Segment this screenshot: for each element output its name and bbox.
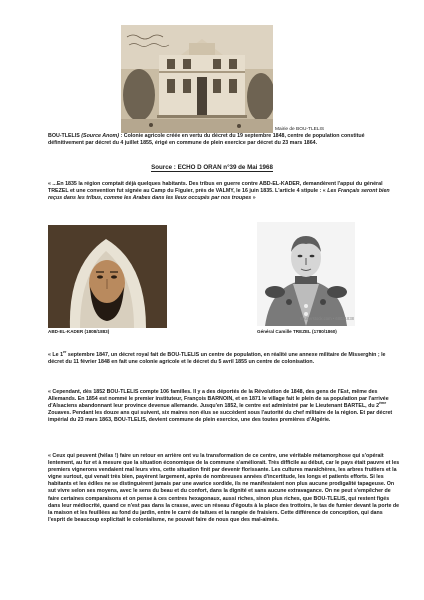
paragraph-4-text: « Ceux qui peuvent (hélas !) faire un retour en arrière ont vu la transformation de ce centre, une véritable métamorphose qui s'opérait lentement, au fur et à mesure que la situation économique de la commune s'améliorait. Très difficile au début, car le pays était pauvre et les premiers vignerons vendaient mal leurs vins, cette situation finit par devenir florissante. Les cultures maraîchères, les arbres fruitiers et la vigne surtout, qui venait très bien, payèrent largement, après de nombreuses années d'incertitude, les longs et patients efforts. Si les habitants et les édiles ne se distinguèrent jamais par une avarice sordide, ils ne manifestaient non plus aucune prodigalité tapageuse. On sut vivre selon ses moyens, avec le sens du beau et du confort, dans la dignité et sans aucune extravagance. On ne peut s'empêcher de faire certaines comparaisons et on pense à ces centres hexagonaux, aussi riches, sinon plus riches, que BOU-TLELIS, qui restent figés dans leur médiocrité, quand ce n'est pas dans la crasse, avec un réseau d'égouts à la place des trottoirs, le tas de fumier devant la porte de la maison et les feuillées au fond du jardin, entre le carré de taitues et la rangée de fraisiers. Cette différence de conception, qui dans l'esprit de beaucoup explicitait le colonialisme, ne pouvait faire de nous que des mal-aimés.	[48, 453, 400, 523]
watermark-text: shutterstock.com • 68031838	[299, 316, 354, 321]
paragraph-2-text: septembre 1847, un décret royal fait de BOU-TLELIS un centre de population, en réalité une annexe militaire de Misserghin ; le décret du 11 février 1848 en fait une colonie agricole et le décret du 5 avril 1855 un centre de colonisation.	[48, 352, 386, 366]
paragraph-4	[48, 453, 400, 524]
intro-paragraph	[48, 133, 400, 147]
abdel-kader-caption: ABD-EL-KADER (1808/1883)	[48, 329, 110, 334]
paragraph-1-end: »	[251, 195, 256, 202]
paragraph-3-text-1: « Cependant, dès 1852 BOU-TLELIS compte 106 familles. Il y a des déportés de la Révolution de 1848, des gens de l'Est, même des Allemands. En 1854 est nommé le premier instituteur, François BARNOIN, et en 1871 le village fait le plein de sa population par l'arrivée d'Alsaciens abandonnant leur province devenue allemande. Jusqu'en 1852, le centre est administré par le Lieutenant BARTEL, du 2	[48, 389, 389, 410]
paragraph-2-sup: er	[63, 350, 67, 355]
abdel-kader-portrait	[48, 225, 167, 328]
paragraph-1	[48, 181, 400, 202]
trezel-portrait	[257, 222, 355, 326]
trezel-caption: Général Camille TREZEL (1780/1860)	[257, 329, 337, 334]
paragraph-3-text-2: Zouaves. Pendant les douze ans qui suivent, six maires non élus se succèdent sous l'autorité du chef militaire de la région. Et par décret impérial du 23 mars 1863, BOU-TLELIS, devient commune de plein exercice, une des toutes premières d'Algérie.	[48, 410, 393, 424]
abdel-kader-portrait-image	[48, 225, 167, 328]
intro-source-note: (Source Anom)	[81, 133, 120, 139]
paragraph-2	[48, 352, 400, 366]
paragraph-2-start: « Le 1	[48, 352, 64, 358]
paragraph-3-sup: ème	[379, 401, 387, 406]
source-line	[0, 164, 424, 171]
mairie-photo-image	[121, 25, 273, 133]
intro-text: : Colonie agricole créée en vertu du décret du 19 septembre 1848, centre de population constitué définitivement par décret du 4 juillet 1855, érigé en commune de plein exercice par décret du 23 mars 1864.	[48, 133, 365, 147]
trezel-portrait-image	[257, 222, 355, 326]
paragraph-3	[48, 389, 400, 424]
mairie-caption: Mairie de BOU-TLELIS	[275, 127, 325, 132]
intro-town-name: BOU-TLELIS	[48, 133, 80, 139]
source-text: Source : ECHO D ORAN n°39 de Mai 1968	[151, 164, 273, 171]
paragraph-1-text: « ...En 1835 la région comptait déjà quelques habitants. Des tribus en guerre contre ABD-EL-KADER, demandèrent l'appui du général TREZEL et une convention fut signée au Camp du Figuier, près de VALMY, le 16 juin 1835. L'article 4 stipule : «	[48, 181, 383, 195]
mairie-photo	[121, 25, 273, 133]
paragraph-1-quote: Les Français seront bien reçus dans les tribus, comme les Arabes dans les lieux occupés par nos troupes	[48, 188, 390, 202]
